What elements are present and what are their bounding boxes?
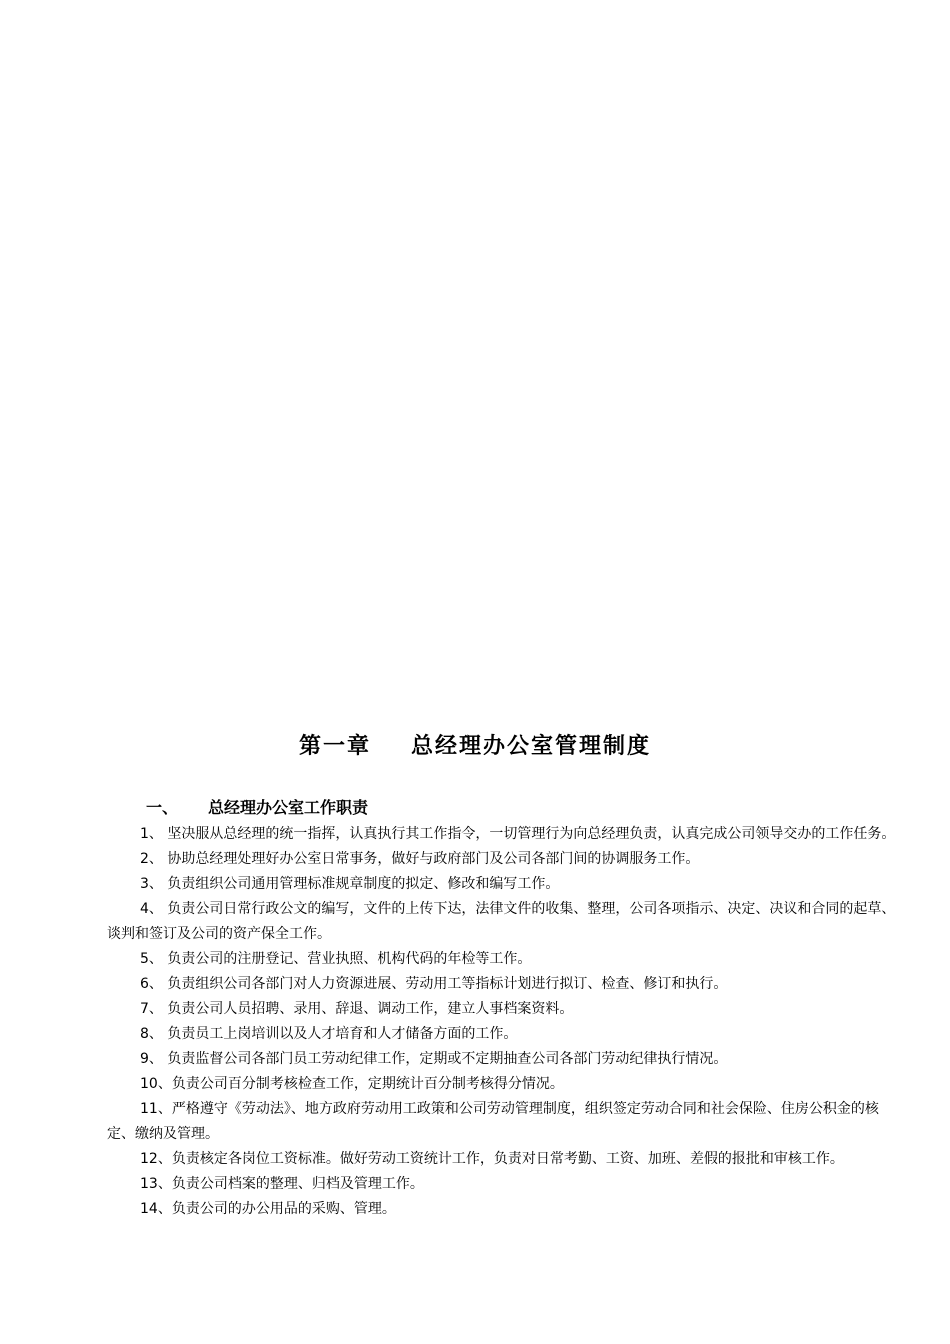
- item-text: 负责组织公司各部门对人力资源进展、劳动用工等指标计划进行拟订、检查、修订和执行。: [167, 976, 728, 992]
- item-text: 负责公司百分制考核检查工作，定期统计百分制考核得分情况。: [171, 1076, 564, 1092]
- item-text: 负责公司的注册登记、营业执照、机构代码的年检等工作。: [167, 951, 532, 967]
- list-item: [107, 1072, 905, 1097]
- chapter-title: [0, 730, 950, 762]
- item-text: 负责核定各岗位工资标准。做好劳动工资统计工作，负责对日常考勤、工资、加班、差假的报批和审核工作。: [171, 1151, 844, 1167]
- item-number: 3、: [140, 876, 168, 892]
- list-item: [107, 972, 905, 997]
- item-text: 负责公司人员招聘、录用、辞退、调动工作，建立人事档案资料。: [167, 1001, 574, 1017]
- chapter-title-text: 总经理办公室管理制度: [411, 733, 652, 759]
- list-item: [107, 1047, 905, 1072]
- item-text: 负责组织公司通用管理标准规章制度的拟定、修改和编写工作。: [167, 876, 560, 892]
- duty-list: [107, 822, 905, 1222]
- item-text: 负责员工上岗培训以及人才培育和人才储备方面的工作。: [167, 1026, 518, 1042]
- item-number: 10、: [140, 1076, 172, 1092]
- list-item: [107, 822, 905, 847]
- item-text: 负责公司档案的整理、归档及管理工作。: [171, 1176, 424, 1192]
- list-item: [107, 1147, 905, 1172]
- list-item: [107, 1172, 905, 1197]
- section-heading: [146, 797, 368, 819]
- section-title: 总经理办公室工作职责: [208, 798, 369, 817]
- item-text: 协助总经理处理好办公室日常事务，做好与政府部门及公司各部门间的协调服务工作。: [167, 851, 700, 867]
- section-number: 一、: [146, 798, 179, 817]
- list-item: [107, 847, 905, 872]
- item-number: 13、: [140, 1176, 172, 1192]
- item-number: 9、: [140, 1051, 168, 1067]
- item-text: 负责公司日常行政公文的编写，文件的上传下达，法律文件的收集、整理，公司各项指示、决定、决议和合同的起草、谈判和签订及公司的资产保全工作。: [107, 901, 896, 942]
- list-item: [107, 872, 905, 897]
- list-item: [107, 1197, 905, 1222]
- item-number: 12、: [140, 1151, 172, 1167]
- list-item: [107, 997, 905, 1022]
- list-item: [107, 947, 905, 972]
- item-number: 5、: [140, 951, 168, 967]
- item-number: 11、: [140, 1101, 172, 1117]
- chapter-label: 第一章: [298, 733, 371, 759]
- item-text: 严格遵守《劳动法》、地方政府劳动用工政策和公司劳动管理制度，组织签定劳动合同和社会保险、住房公积金的核定、缴纳及管理。: [107, 1101, 879, 1142]
- item-number: 1、: [140, 826, 168, 842]
- list-item: [107, 1022, 905, 1047]
- item-text: 负责监督公司各部门员工劳动纪律工作，定期或不定期抽查公司各部门劳动纪律执行情况。: [167, 1051, 728, 1067]
- list-item: [107, 1097, 905, 1147]
- item-number: 7、: [140, 1001, 168, 1017]
- item-number: 2、: [140, 851, 168, 867]
- list-item: [107, 897, 905, 947]
- item-number: 6、: [140, 976, 168, 992]
- item-text: 负责公司的办公用品的采购、管理。: [171, 1201, 396, 1217]
- item-number: 4、: [140, 901, 168, 917]
- item-number: 14、: [140, 1201, 172, 1217]
- item-number: 8、: [140, 1026, 168, 1042]
- item-text: 坚决服从总经理的统一指挥，认真执行其工作指令，一切管理行为向总经理负责，认真完成公司领导交办的工作任务。: [167, 826, 896, 842]
